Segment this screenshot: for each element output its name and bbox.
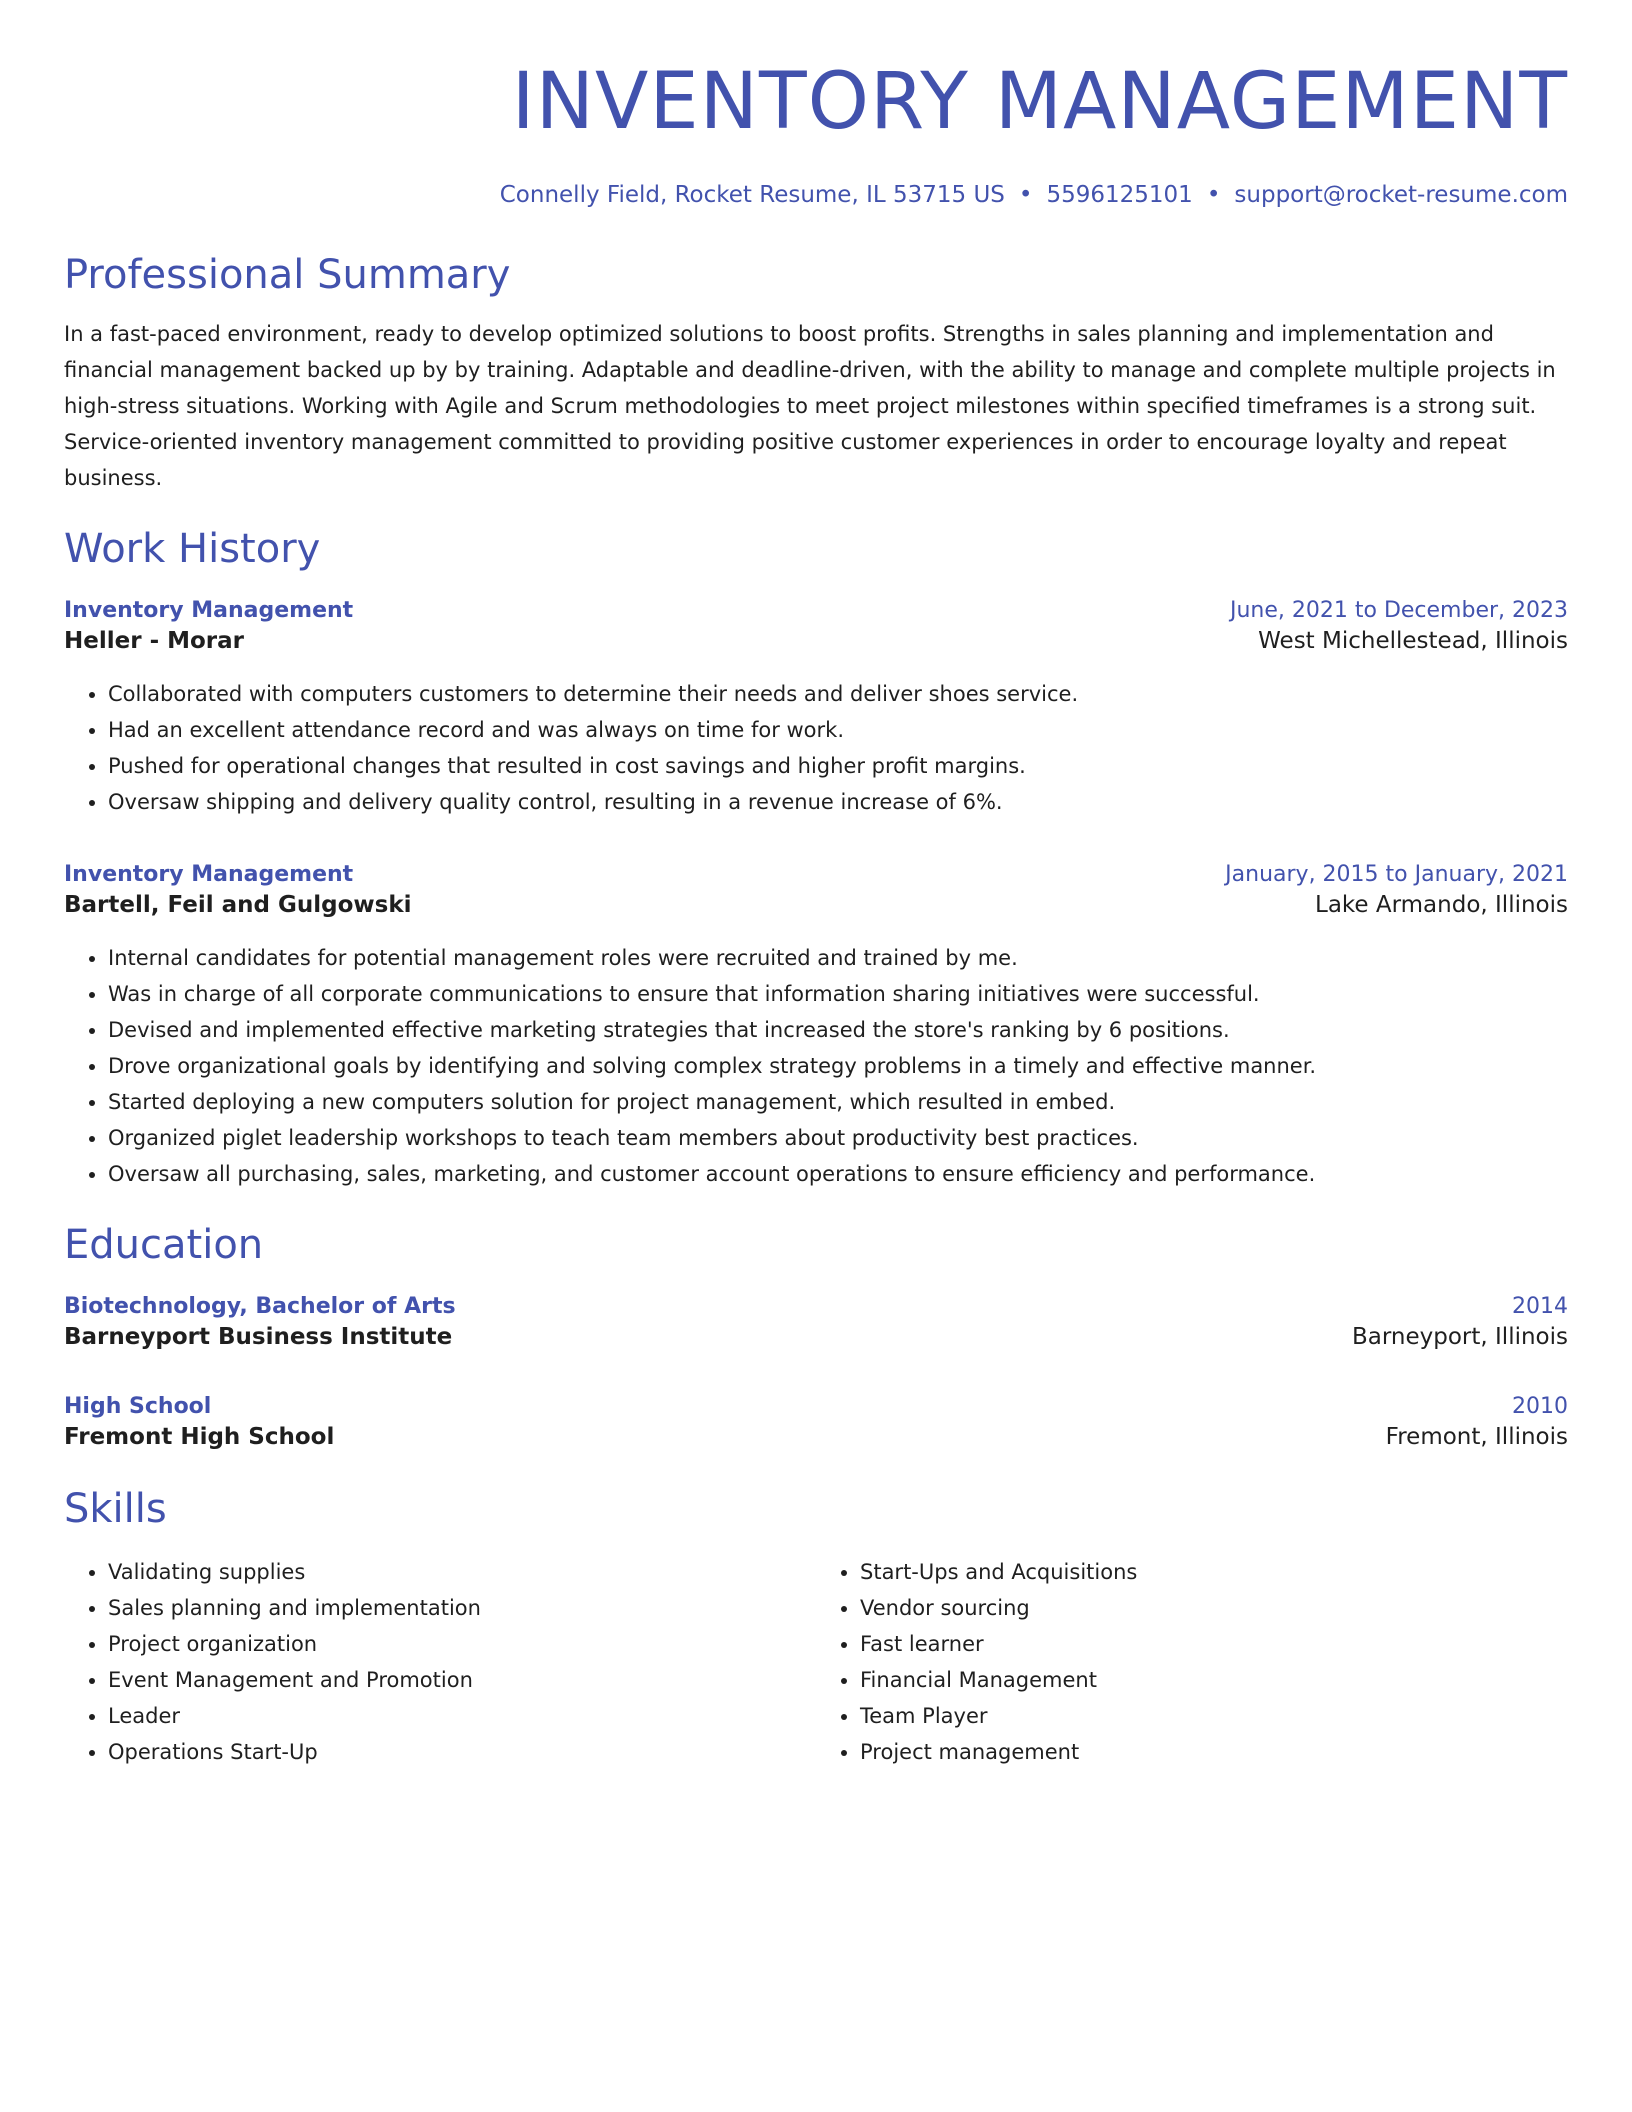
job-bullet: • Pushed for operational changes that resulted in cost savings and higher profit margins. <box>108 748 1568 784</box>
skill-item: • Validating supplies <box>108 1554 816 1590</box>
resume-page <box>64 0 1568 1770</box>
skill-item: • Leader <box>108 1698 816 1734</box>
job-bullet: • Had an excellent attendance record and was always on time for work. <box>108 712 1568 748</box>
skill-item: • Project management <box>860 1734 1568 1770</box>
job-bullet: • Was in charge of all corporate communications to ensure that information sharing initiatives were successful. <box>108 976 1568 1012</box>
job-location: West Michellestead, Illinois <box>1258 628 1568 654</box>
education-degree: Biotechnology, Bachelor of Arts <box>64 1294 456 1319</box>
education-school-row <box>64 1322 1568 1352</box>
education-header-row <box>64 1392 1568 1422</box>
job-bullet: • Started deploying a new computers solution for project management, which resulted in embed. <box>108 1084 1568 1120</box>
skills-columns <box>64 1554 1568 1770</box>
education-school-row <box>64 1422 1568 1452</box>
education-school: Fremont High School <box>64 1424 335 1450</box>
job-title: Inventory Management <box>64 598 354 623</box>
job-title: Inventory Management <box>64 862 354 887</box>
skills-heading: Skills <box>64 1486 167 1532</box>
job-dates: June, 2021 to December, 2023 <box>1229 598 1568 623</box>
job-company: Bartell, Feil and Gulgowski <box>64 892 412 918</box>
job-bullets <box>64 676 1568 820</box>
job-bullets <box>64 940 1568 1192</box>
job-location: Lake Armando, Illinois <box>1315 892 1568 918</box>
job-bullet: • Collaborated with computers customers to determine their needs and deliver shoes service. <box>108 676 1568 712</box>
education-entry <box>64 1392 1568 1452</box>
skills-list-left <box>64 1554 816 1770</box>
education-header-row <box>64 1292 1568 1322</box>
education-location: Fremont, Illinois <box>1385 1424 1568 1450</box>
skill-item: • Vendor sourcing <box>860 1590 1568 1626</box>
skill-item: • Team Player <box>860 1698 1568 1734</box>
job-company-row <box>64 890 1568 920</box>
education-heading: Education <box>64 1222 264 1268</box>
job-entry <box>64 860 1568 1192</box>
job-header-row <box>64 596 1568 626</box>
job-dates: January, 2015 to January, 2021 <box>1225 862 1568 887</box>
job-bullet: • Organized piglet leadership workshops to teach team members about productivity best practices. <box>108 1120 1568 1156</box>
job-entry <box>64 596 1568 820</box>
education-entry <box>64 1292 1568 1352</box>
education-year: 2014 <box>1512 1294 1568 1319</box>
job-company: Heller - Morar <box>64 628 245 654</box>
job-header-row <box>64 860 1568 890</box>
resume-name: INVENTORY MANAGEMENT <box>511 57 1568 147</box>
contact-line <box>64 180 1568 210</box>
skill-item: • Start-Ups and Acquisitions <box>860 1554 1568 1590</box>
contact-phone: 5596125101 <box>1046 182 1193 208</box>
skill-item: • Fast learner <box>860 1626 1568 1662</box>
skill-item: • Financial Management <box>860 1662 1568 1698</box>
skill-item: • Operations Start-Up <box>108 1734 816 1770</box>
skill-item: • Project organization <box>108 1626 816 1662</box>
contact-address: Connelly Field, Rocket Resume, IL 53715 US <box>499 182 1005 208</box>
job-bullet: • Oversaw shipping and delivery quality control, resulting in a revenue increase of 6%. <box>108 784 1568 820</box>
education-location: Barneyport, Illinois <box>1351 1324 1568 1350</box>
skill-item: • Sales planning and implementation <box>108 1590 816 1626</box>
skill-item: • Event Management and Promotion <box>108 1662 816 1698</box>
contact-separator: • <box>1018 182 1033 208</box>
skills-list-right <box>816 1554 1568 1770</box>
summary-heading: Professional Summary <box>64 252 511 298</box>
job-company-row <box>64 626 1568 656</box>
education-school: Barneyport Business Institute <box>64 1324 453 1350</box>
contact-separator: • <box>1206 182 1221 208</box>
job-bullet: • Internal candidates for potential management roles were recruited and trained by me. <box>108 940 1568 976</box>
job-bullet: • Devised and implemented effective marketing strategies that increased the store's ranking by 6 positions. <box>108 1012 1568 1048</box>
contact-email: support@rocket-resume.com <box>1234 182 1568 208</box>
education-year: 2010 <box>1512 1394 1568 1419</box>
job-bullet: • Drove organizational goals by identifying and solving complex strategy problems in a timely and effective manner. <box>108 1048 1568 1084</box>
education-degree: High School <box>64 1394 212 1419</box>
resume-header <box>64 0 1568 210</box>
work-history-heading: Work History <box>64 526 321 572</box>
summary-text: In a fast-paced environment, ready to develop optimized solutions to boost profits. Strengths in sales planning and implementation and financial management backed up by by training. Adaptable and deadline-driven, with the ability to manage and complete multiple projects in high-stress situations. Working with Agile and Scrum methodologies to meet project milestones within specified timeframes is a strong suit. Service-oriented inventory management committed to providing positive customer experiences in order to encourage loyalty and repeat business. <box>64 322 1556 490</box>
job-bullet: • Oversaw all purchasing, sales, marketing, and customer account operations to ensure efficiency and performance. <box>108 1156 1568 1192</box>
